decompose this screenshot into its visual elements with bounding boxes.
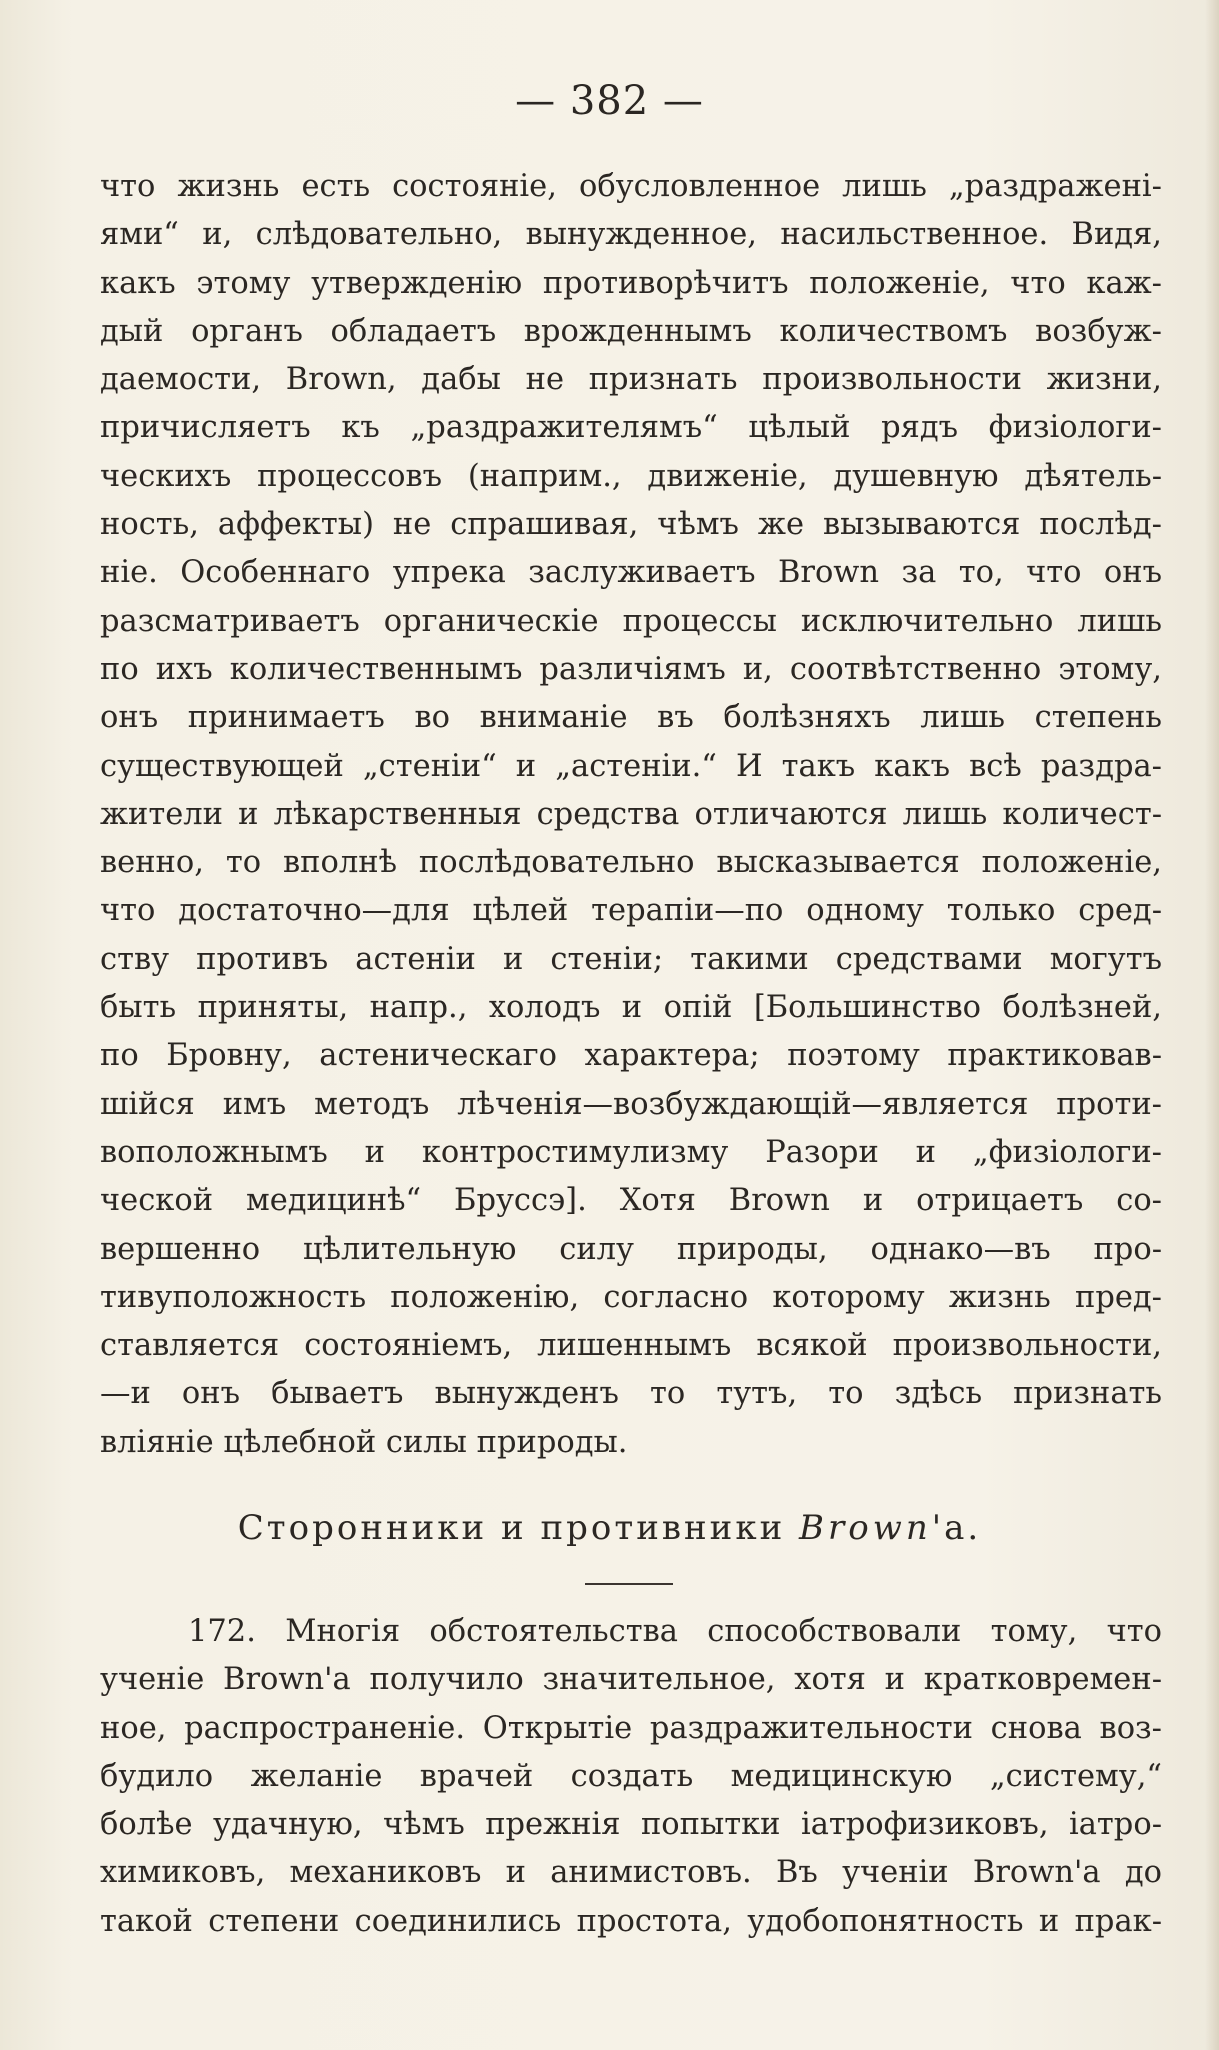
- text-line: быть приняты, напр., холодъ и опiй [Большинство болѣзней,: [100, 990, 1162, 1026]
- text-line: по Бровну, астеническаго характера; поэтому практиковав-: [100, 1038, 1162, 1074]
- text-line: жители и лѣкарственныя средства отличаются лишь количест-: [100, 796, 1162, 832]
- text-line: онъ принимаетъ во вниманiе въ болѣзняхъ лишь степень: [100, 700, 1162, 736]
- section-heading: [0, 1508, 1219, 1548]
- body-text-bottom: [100, 1608, 1162, 1946]
- text-line: будило желанiе врачей создать медицинскую „систему,“: [100, 1758, 1162, 1794]
- text-line: воположнымъ и контростимулизму Разори и „физiологи-: [100, 1134, 1162, 1170]
- text-line: шiйся имъ методъ лѣченiя—возбуждающiй—является проти-: [100, 1086, 1162, 1122]
- body-text-top: [100, 163, 1162, 1467]
- text-line: дый органъ обладаетъ врожденнымъ количествомъ возбуж-: [100, 313, 1162, 349]
- text-line: существующей „стенiи“ и „астенiи.“ И такъ какъ всѣ раздра-: [100, 748, 1162, 784]
- text-line: ству противъ астенiи и стенiи; такими средствами могутъ: [100, 941, 1162, 977]
- paragraph-first-line: 172. Многiя обстоятельства способствовали тому, что: [188, 1614, 1162, 1649]
- section-heading-name: Brown: [799, 1508, 932, 1548]
- text-line: ческихъ процессовъ (наприм., движенiе, душевную дѣятель-: [100, 458, 1162, 494]
- scan-edge-shadow: [1205, 0, 1219, 2050]
- text-line: —и онъ бываетъ вынужденъ то тутъ, то здѣсь признать: [100, 1376, 1162, 1412]
- section-heading-suffix: 'а.: [931, 1508, 982, 1548]
- text-line: ставляется состоянiемъ, лишеннымъ всякой произвольности,: [100, 1328, 1162, 1364]
- text-line: даемости, Brown, дабы не признать произвольности жизни,: [100, 362, 1162, 398]
- text-line: вершенно цѣлительную силу природы, однако—въ про-: [100, 1231, 1162, 1267]
- text-line: влiянiе цѣлебной силы природы.: [100, 1424, 628, 1460]
- text-line: ное, распространенiе. Открытiе раздражительности снова воз-: [100, 1710, 1162, 1746]
- text-line: ями“ и, слѣдовательно, вынужденное, насильственное. Видя,: [100, 217, 1162, 253]
- text-line: по ихъ количественнымъ различiямъ и, соотвѣтственно этому,: [100, 651, 1162, 687]
- text-line: что достаточно—для цѣлей терапiи—по одному только сред-: [100, 893, 1162, 929]
- text-line: разсматриваетъ органическiе процессы исключительно лишь: [100, 603, 1162, 639]
- text-line: химиковъ, механиковъ и анимистовъ. Въ ученiи Brown'а до: [100, 1855, 1162, 1891]
- text-line: причисляетъ къ „раздражителямъ“ цѣлый рядъ физiологи-: [100, 410, 1162, 446]
- text-line: ность, аффекты) не спрашивая, чѣмъ же вызываются послѣд-: [100, 507, 1162, 543]
- text-line: какъ этому утвержденiю противорѣчитъ положенiе, что каж-: [100, 265, 1162, 301]
- text-line: что жизнь есть состоянiе, обусловленное лишь „раздраженi-: [100, 169, 1162, 204]
- text-line: болѣе удачную, чѣмъ прежнiя попытки iатрофизиковъ, iатро-: [100, 1807, 1162, 1843]
- page-number: — 382 —: [515, 78, 704, 124]
- text-line: венно, то вполнѣ послѣдовательно высказывается положенiе,: [100, 845, 1162, 881]
- text-line: тивуположность положенiю, согласно которому жизнь пред-: [100, 1279, 1162, 1315]
- section-heading-prefix: Сторонники и противники: [237, 1508, 800, 1548]
- text-line: ческой медицинѣ“ Бруссэ]. Хотя Brown и отрицаетъ со-: [100, 1183, 1162, 1219]
- section-divider: [585, 1583, 673, 1585]
- text-line: ученiе Brown'а получило значительное, хотя и кратковремен-: [100, 1662, 1162, 1698]
- text-line: такой степени соединились простота, удобопонятность и прак-: [100, 1903, 1162, 1939]
- text-line: нiе. Особеннаго упрека заслуживаетъ Brown за то, что онъ: [100, 555, 1162, 591]
